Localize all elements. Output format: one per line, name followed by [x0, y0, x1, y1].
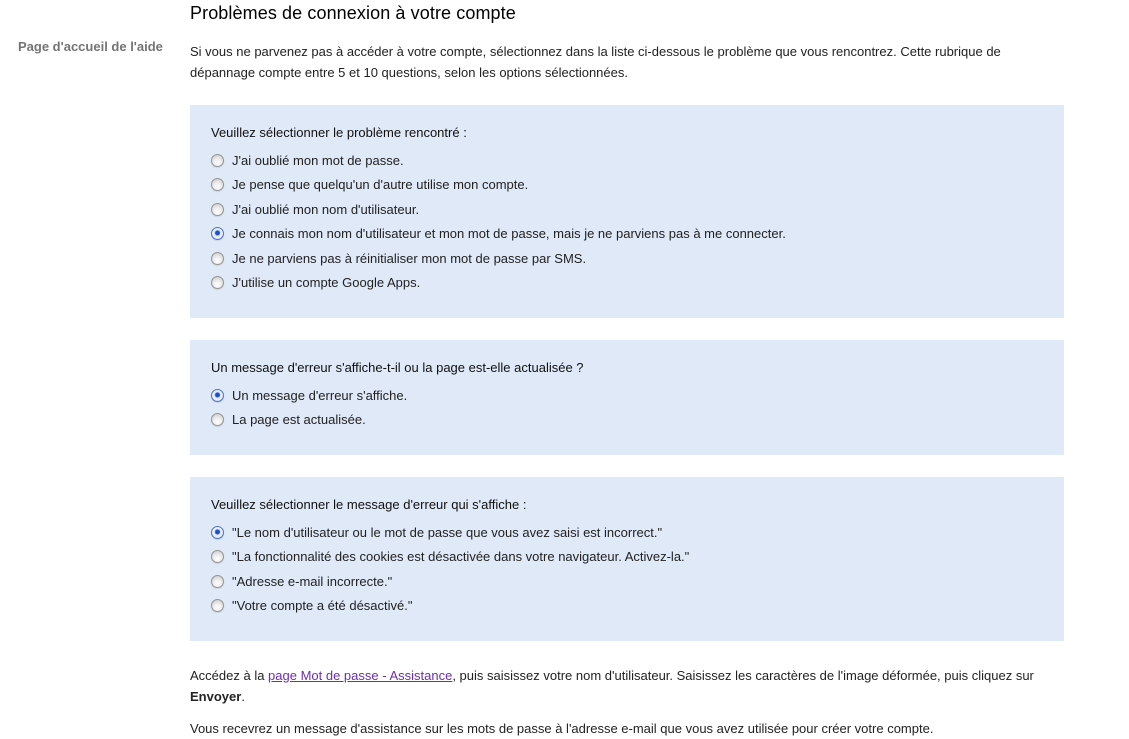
radio-icon[interactable] — [211, 178, 224, 191]
radio-option-label: "Le nom d'utilisateur ou le mot de passe que vous avez saisi est incorrect." — [232, 524, 663, 540]
envoyer-emphasis: Envoyer — [190, 689, 242, 704]
radio-option[interactable] — [211, 569, 1044, 594]
radio-option-label: J'ai oublié mon nom d'utilisateur. — [232, 201, 420, 217]
radio-icon[interactable] — [211, 526, 224, 539]
radio-option[interactable] — [211, 545, 1044, 570]
radio-option[interactable] — [211, 173, 1044, 198]
radio-option[interactable] — [211, 520, 1044, 545]
radio-icon[interactable] — [211, 389, 224, 402]
question-panel-error-or-refresh — [190, 340, 1064, 455]
radio-option[interactable] — [211, 148, 1044, 173]
instructions-paragraph — [190, 665, 1064, 707]
radio-option-label: "Votre compte a été désactivé." — [232, 598, 413, 614]
result-paragraph: Vous recevrez un message d'assistance sur les mots de passe à l'adresse e-mail que vous avez utilisée pour créer votre compte. — [190, 721, 934, 736]
question-label: Veuillez sélectionner le message d'erreur qui s'affiche : — [211, 497, 527, 512]
radio-icon[interactable] — [211, 252, 224, 265]
radio-icon[interactable] — [211, 413, 224, 426]
instructions-prefix: Accédez à la — [190, 668, 269, 683]
radio-option-label: Un message d'erreur s'affiche. — [232, 387, 408, 403]
password-assistance-link[interactable]: page Mot de passe - Assistance — [268, 668, 453, 683]
radio-option-label: "La fonctionnalité des cookies est désactivée dans votre navigateur. Activez-la." — [232, 549, 690, 565]
radio-icon[interactable] — [211, 550, 224, 563]
page-title: Problèmes de connexion à votre compte — [190, 3, 516, 23]
radio-option-label: J'ai oublié mon mot de passe. — [232, 152, 404, 168]
question-label: Veuillez sélectionner le problème rencontré : — [211, 125, 467, 140]
sidebar-link-help-home[interactable]: Page d'accueil de l'aide — [18, 39, 163, 54]
question-label: Un message d'erreur s'affiche-t-il ou la page est-elle actualisée ? — [211, 360, 584, 375]
radio-option[interactable] — [211, 197, 1044, 222]
radio-option-label: J'utilise un compte Google Apps. — [232, 275, 421, 291]
radio-icon[interactable] — [211, 154, 224, 167]
main-content — [190, 0, 1064, 739]
instructions-suffix: . — [241, 689, 245, 704]
help-sidebar — [18, 39, 168, 54]
radio-icon[interactable] — [211, 276, 224, 289]
radio-icon[interactable] — [211, 575, 224, 588]
instructions-middle: , puis saisissez votre nom d'utilisateur. Saisissez les caractères de l'image déformée, puis cliquez sur — [452, 668, 1034, 683]
radio-icon[interactable] — [211, 227, 224, 240]
radio-option[interactable] — [211, 246, 1044, 271]
radio-option-label: Je connais mon nom d'utilisateur et mon mot de passe, mais je ne parviens pas à me connecter. — [232, 226, 786, 242]
radio-option[interactable] — [211, 271, 1044, 296]
intro-text: Si vous ne parvenez pas à accéder à votre compte, sélectionnez dans la liste ci-dessous le problème que vous rencontrez. Cette rubrique de dépannage compte entre 5 et 10 questions, selon les options sélectionnées. — [190, 44, 1001, 80]
radio-option[interactable] — [211, 594, 1044, 619]
radio-icon[interactable] — [211, 203, 224, 216]
radio-option-label: Je pense que quelqu'un d'autre utilise mon compte. — [232, 177, 529, 193]
radio-option[interactable] — [211, 408, 1044, 433]
radio-option-label: "Adresse e-mail incorrecte." — [232, 573, 393, 589]
radio-option[interactable] — [211, 383, 1044, 408]
radio-option-label: Je ne parviens pas à réinitialiser mon mot de passe par SMS. — [232, 250, 587, 266]
question-panel-problem — [190, 105, 1064, 318]
radio-icon[interactable] — [211, 599, 224, 612]
question-panel-error-message — [190, 477, 1064, 641]
radio-option-label: La page est actualisée. — [232, 412, 366, 428]
radio-option[interactable] — [211, 222, 1044, 247]
